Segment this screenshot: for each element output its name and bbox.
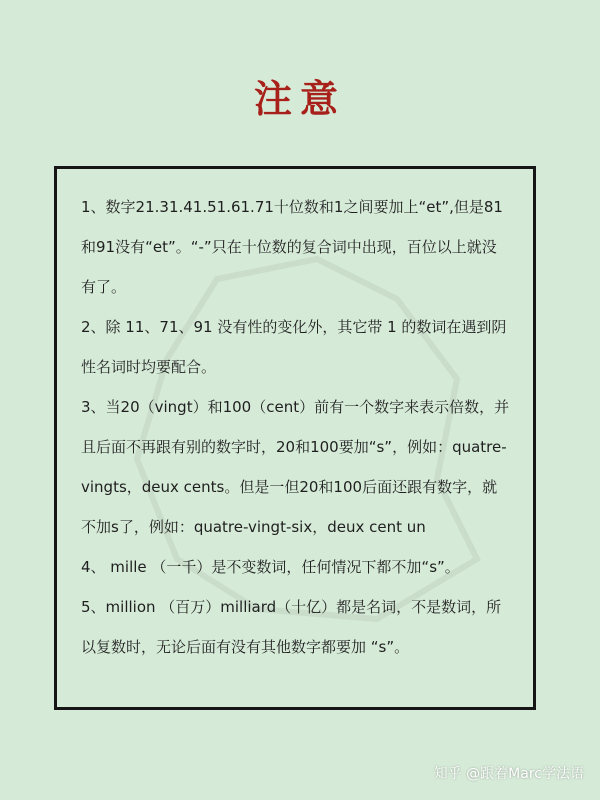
note-item-5: 5、million （百万）milliard（十亿）都是名词，不是数词，所以复数时，无论后面有没有其他数字都要加 “s”。 [81, 598, 502, 656]
note-item-3: 3、当20（vingt）和100（cent）前有一个数字来表示倍数，并且后面不再跟有别的数字时，20和100要加“s”，例如：quatre-vingts，deux cents。但是一但20和100后面还跟有数字，就不加s了，例如：quatre-vingt-six，deux cent un [81, 398, 510, 536]
notes-box [54, 166, 536, 710]
note-item-2: 2、除 11、71、91 没有性的变化外，其它带 1 的数词在遇到阴性名词时均要配合。 [81, 318, 507, 376]
note-item-4: 4、 mille （一千）是不变数词，任何情况下都不加“s”。 [81, 558, 460, 576]
notes-list [81, 187, 511, 667]
footer-attribution: 知乎 @跟着Marc学法语 [433, 766, 584, 782]
note-item-1: 1、数字21.31.41.51.61.71十位数和1之间要加上“et”,但是81和91没有“et”。“-”只在十位数的复合词中出现，百位以上就没有了。 [81, 198, 503, 296]
page-title: 注意 [253, 77, 346, 121]
